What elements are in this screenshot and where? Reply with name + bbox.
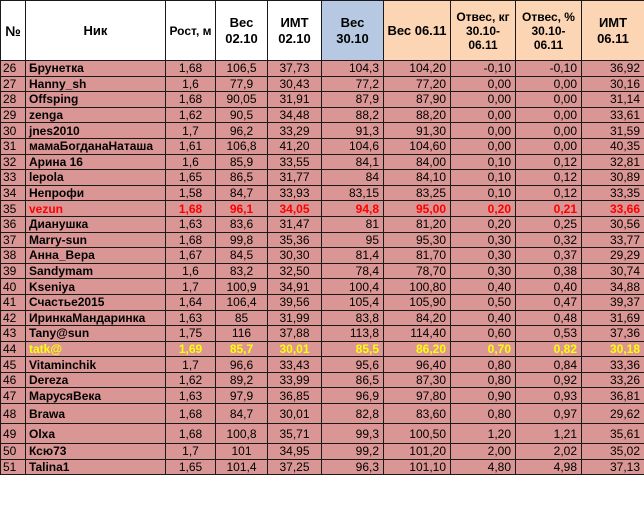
cell-height: 1,6 [166,76,216,92]
cell-weight-0611: 86,20 [384,341,451,357]
cell-weight-3010: 84 [322,170,384,186]
cell-bmi-0611: 36,92 [582,61,644,77]
cell-loss-kg: 0,70 [451,341,516,357]
cell-weight-0611: 81,20 [384,216,451,232]
cell-number: 43 [1,326,26,342]
table-row [1,357,644,373]
cell-bmi-0210: 33,93 [268,185,322,201]
cell-nick: Tany@sun [26,326,166,342]
table-row [1,201,644,217]
header-weight-3010: Вес 30.10 [322,1,384,61]
cell-height: 1,58 [166,185,216,201]
cell-height: 1,7 [166,123,216,139]
cell-nick: Kseniya [26,279,166,295]
table-row [1,326,644,342]
cell-nick: Счастье2015 [26,294,166,310]
cell-height: 1,61 [166,138,216,154]
cell-number: 36 [1,216,26,232]
cell-bmi-0210: 32,50 [268,263,322,279]
table-row [1,263,644,279]
cell-weight-0611: 97,80 [384,388,451,404]
cell-nick: Анна_Вера [26,248,166,264]
cell-loss-kg: 0,20 [451,201,516,217]
cell-weight-0611: 100,80 [384,279,451,295]
table-row [1,279,644,295]
cell-weight-0210: 84,5 [216,248,268,264]
cell-weight-0611: 104,60 [384,138,451,154]
cell-loss-kg: 0,10 [451,170,516,186]
cell-weight-3010: 77,2 [322,76,384,92]
cell-weight-0611: 95,00 [384,201,451,217]
cell-weight-0210: 100,8 [216,424,268,444]
cell-nick: lepola [26,170,166,186]
cell-height: 1,62 [166,372,216,388]
cell-bmi-0210: 30,43 [268,76,322,92]
cell-weight-0210: 83,6 [216,216,268,232]
cell-weight-0210: 85,7 [216,341,268,357]
cell-weight-0611: 95,30 [384,232,451,248]
cell-nick: Vitaminchik [26,357,166,373]
cell-weight-0611: 87,90 [384,92,451,108]
cell-bmi-0611: 33,26 [582,372,644,388]
cell-bmi-0210: 41,20 [268,138,322,154]
cell-bmi-0611: 33,61 [582,107,644,123]
cell-weight-0210: 77,9 [216,76,268,92]
header-loss-kg: Отвес, кг 30.10-06.11 [451,1,516,61]
cell-loss-percent: 0,97 [516,404,582,424]
cell-bmi-0611: 33,66 [582,201,644,217]
cell-loss-kg: 0,40 [451,279,516,295]
cell-loss-kg: -0,10 [451,61,516,77]
cell-weight-0210: 86,5 [216,170,268,186]
header-loss-percent: Отвес, % 30.10-06.11 [516,1,582,61]
cell-weight-0611: 100,50 [384,424,451,444]
cell-loss-percent: 0,25 [516,216,582,232]
cell-height: 1,6 [166,154,216,170]
cell-height: 1,63 [166,388,216,404]
table-row [1,294,644,310]
cell-bmi-0611: 29,62 [582,404,644,424]
cell-weight-0210: 106,5 [216,61,268,77]
cell-weight-3010: 85,5 [322,341,384,357]
cell-weight-3010: 83,8 [322,310,384,326]
cell-loss-percent: 0,12 [516,154,582,170]
cell-bmi-0210: 39,56 [268,294,322,310]
cell-weight-3010: 82,8 [322,404,384,424]
cell-height: 1,7 [166,279,216,295]
cell-number: 28 [1,92,26,108]
cell-bmi-0210: 30,01 [268,404,322,424]
cell-weight-3010: 105,4 [322,294,384,310]
cell-loss-percent: 0,00 [516,107,582,123]
cell-bmi-0210: 31,99 [268,310,322,326]
cell-weight-3010: 88,2 [322,107,384,123]
cell-weight-3010: 96,3 [322,459,384,475]
header-nick: Ник [26,1,166,61]
cell-bmi-0210: 37,73 [268,61,322,77]
cell-nick: jnes2010 [26,123,166,139]
cell-bmi-0611: 30,56 [582,216,644,232]
cell-bmi-0210: 35,36 [268,232,322,248]
cell-nick: Talina1 [26,459,166,475]
cell-loss-kg: 0,90 [451,388,516,404]
cell-bmi-0611: 32,81 [582,154,644,170]
cell-bmi-0611: 40,35 [582,138,644,154]
cell-height: 1,68 [166,404,216,424]
cell-loss-kg: 0,40 [451,310,516,326]
cell-nick: мамаБогданаНаташа [26,138,166,154]
cell-weight-3010: 100,4 [322,279,384,295]
cell-loss-kg: 0,00 [451,92,516,108]
cell-weight-0611: 88,20 [384,107,451,123]
header-weight-0210: Вес 02.10 [216,1,268,61]
cell-bmi-0611: 31,59 [582,123,644,139]
cell-number: 37 [1,232,26,248]
header-number: № [1,1,26,61]
cell-bmi-0611: 33,77 [582,232,644,248]
cell-loss-kg: 0,60 [451,326,516,342]
cell-weight-3010: 104,3 [322,61,384,77]
cell-height: 1,68 [166,424,216,444]
header-row [1,1,644,61]
cell-weight-3010: 95,6 [322,357,384,373]
cell-nick: Marry-sun [26,232,166,248]
table-row [1,444,644,460]
cell-number: 48 [1,404,26,424]
cell-loss-kg: 0,10 [451,154,516,170]
cell-bmi-0210: 37,88 [268,326,322,342]
cell-loss-percent: 0,84 [516,357,582,373]
cell-loss-kg: 0,30 [451,263,516,279]
cell-nick: vezun [26,201,166,217]
cell-weight-3010: 81,4 [322,248,384,264]
cell-weight-3010: 83,15 [322,185,384,201]
cell-loss-kg: 0,10 [451,185,516,201]
cell-number: 41 [1,294,26,310]
cell-loss-kg: 4,80 [451,459,516,475]
cell-bmi-0611: 30,89 [582,170,644,186]
cell-bmi-0210: 30,01 [268,341,322,357]
cell-number: 47 [1,388,26,404]
cell-number: 34 [1,185,26,201]
cell-bmi-0210: 33,99 [268,372,322,388]
cell-number: 39 [1,263,26,279]
cell-loss-kg: 0,80 [451,404,516,424]
cell-loss-percent: 0,00 [516,76,582,92]
cell-bmi-0210: 31,47 [268,216,322,232]
cell-height: 1,75 [166,326,216,342]
cell-weight-3010: 94,8 [322,201,384,217]
header-height: Рост, м [166,1,216,61]
cell-height: 1,68 [166,92,216,108]
cell-weight-0611: 83,60 [384,404,451,424]
cell-bmi-0210: 30,30 [268,248,322,264]
table-row [1,61,644,77]
cell-weight-0210: 90,5 [216,107,268,123]
cell-bmi-0611: 39,37 [582,294,644,310]
cell-loss-kg: 0,00 [451,107,516,123]
cell-weight-0611: 87,30 [384,372,451,388]
cell-weight-0210: 83,2 [216,263,268,279]
cell-bmi-0611: 37,13 [582,459,644,475]
cell-nick: Непрофи [26,185,166,201]
cell-bmi-0210: 37,25 [268,459,322,475]
cell-number: 40 [1,279,26,295]
table-row [1,76,644,92]
cell-weight-0210: 84,7 [216,404,268,424]
cell-loss-kg: 0,80 [451,357,516,373]
table-row [1,388,644,404]
cell-loss-percent: 0,12 [516,170,582,186]
cell-loss-kg: 0,20 [451,216,516,232]
cell-weight-0611: 83,25 [384,185,451,201]
cell-weight-0611: 84,10 [384,170,451,186]
cell-weight-0210: 84,7 [216,185,268,201]
cell-loss-percent: 4,98 [516,459,582,475]
cell-weight-0210: 85,9 [216,154,268,170]
cell-weight-0210: 89,2 [216,372,268,388]
cell-weight-0611: 77,20 [384,76,451,92]
table-row [1,232,644,248]
cell-number: 33 [1,170,26,186]
cell-height: 1,65 [166,170,216,186]
cell-number: 38 [1,248,26,264]
cell-weight-0210: 116 [216,326,268,342]
cell-height: 1,67 [166,248,216,264]
table-row [1,372,644,388]
cell-number: 27 [1,76,26,92]
cell-weight-0611: 84,00 [384,154,451,170]
cell-loss-percent: 0,48 [516,310,582,326]
cell-bmi-0611: 35,02 [582,444,644,460]
cell-bmi-0210: 33,55 [268,154,322,170]
cell-weight-3010: 113,8 [322,326,384,342]
cell-weight-0611: 91,30 [384,123,451,139]
cell-loss-kg: 2,00 [451,444,516,460]
cell-bmi-0611: 34,88 [582,279,644,295]
cell-number: 32 [1,154,26,170]
cell-loss-percent: 0,93 [516,388,582,404]
table-row [1,459,644,475]
cell-bmi-0611: 31,69 [582,310,644,326]
cell-height: 1,63 [166,216,216,232]
cell-height: 1,63 [166,310,216,326]
cell-loss-kg: 0,00 [451,138,516,154]
cell-bmi-0611: 30,18 [582,341,644,357]
cell-weight-0210: 106,4 [216,294,268,310]
cell-loss-percent: 0,37 [516,248,582,264]
cell-number: 44 [1,341,26,357]
cell-height: 1,69 [166,341,216,357]
cell-number: 50 [1,444,26,460]
cell-bmi-0210: 36,85 [268,388,322,404]
cell-nick: Brawa [26,404,166,424]
cell-weight-0210: 101 [216,444,268,460]
cell-bmi-0611: 31,14 [582,92,644,108]
table-row [1,107,644,123]
cell-loss-kg: 0,30 [451,248,516,264]
table-row [1,248,644,264]
cell-weight-0611: 96,40 [384,357,451,373]
cell-nick: Offsping [26,92,166,108]
cell-bmi-0210: 34,48 [268,107,322,123]
table-row [1,341,644,357]
table-row [1,310,644,326]
cell-weight-0611: 105,90 [384,294,451,310]
cell-height: 1,68 [166,201,216,217]
cell-bmi-0210: 31,77 [268,170,322,186]
cell-bmi-0210: 34,91 [268,279,322,295]
cell-weight-0611: 114,40 [384,326,451,342]
cell-bmi-0611: 33,36 [582,357,644,373]
cell-height: 1,68 [166,61,216,77]
cell-bmi-0611: 30,16 [582,76,644,92]
cell-loss-percent: -0,10 [516,61,582,77]
cell-height: 1,64 [166,294,216,310]
cell-weight-0210: 99,8 [216,232,268,248]
cell-weight-0210: 96,1 [216,201,268,217]
cell-weight-3010: 78,4 [322,263,384,279]
cell-weight-0611: 84,20 [384,310,451,326]
cell-number: 26 [1,61,26,77]
cell-number: 49 [1,424,26,444]
cell-weight-0611: 104,20 [384,61,451,77]
cell-height: 1,68 [166,232,216,248]
header-bmi-0210: ИМТ 02.10 [268,1,322,61]
header-bmi-0611: ИМТ 06.11 [582,1,644,61]
cell-weight-0210: 96,6 [216,357,268,373]
cell-height: 1,7 [166,357,216,373]
cell-nick: ИринкаМандаринка [26,310,166,326]
cell-nick: Дианушка [26,216,166,232]
cell-loss-percent: 0,40 [516,279,582,295]
cell-weight-3010: 104,6 [322,138,384,154]
cell-nick: Sandymam [26,263,166,279]
cell-bmi-0210: 34,05 [268,201,322,217]
cell-bmi-0210: 31,91 [268,92,322,108]
cell-nick: Hanny_sh [26,76,166,92]
cell-nick: tatk@ [26,341,166,357]
cell-weight-3010: 84,1 [322,154,384,170]
table-row [1,170,644,186]
cell-loss-percent: 0,47 [516,294,582,310]
cell-weight-3010: 87,9 [322,92,384,108]
cell-loss-kg: 0,80 [451,372,516,388]
table-row [1,185,644,201]
cell-nick: Арина 16 [26,154,166,170]
cell-loss-percent: 0,00 [516,138,582,154]
cell-height: 1,6 [166,263,216,279]
cell-loss-kg: 0,30 [451,232,516,248]
cell-weight-3010: 99,3 [322,424,384,444]
cell-weight-0210: 90,05 [216,92,268,108]
cell-number: 31 [1,138,26,154]
cell-weight-0210: 106,8 [216,138,268,154]
cell-weight-3010: 86,5 [322,372,384,388]
cell-loss-percent: 0,38 [516,263,582,279]
cell-weight-0210: 85 [216,310,268,326]
cell-number: 30 [1,123,26,139]
table-row [1,138,644,154]
cell-weight-0210: 97,9 [216,388,268,404]
cell-height: 1,7 [166,444,216,460]
cell-loss-percent: 2,02 [516,444,582,460]
cell-nick: МарусяВека [26,388,166,404]
table-row [1,123,644,139]
cell-number: 45 [1,357,26,373]
cell-bmi-0210: 35,71 [268,424,322,444]
cell-loss-percent: 0,21 [516,201,582,217]
cell-loss-percent: 0,32 [516,232,582,248]
cell-weight-0210: 100,9 [216,279,268,295]
table-row [1,216,644,232]
table-row [1,424,644,444]
cell-loss-kg: 0,00 [451,123,516,139]
cell-number: 42 [1,310,26,326]
cell-bmi-0611: 30,74 [582,263,644,279]
table-row [1,404,644,424]
cell-loss-kg: 0,00 [451,76,516,92]
cell-bmi-0210: 33,29 [268,123,322,139]
cell-weight-0210: 96,2 [216,123,268,139]
cell-weight-0611: 101,10 [384,459,451,475]
cell-weight-3010: 81 [322,216,384,232]
cell-bmi-0210: 34,95 [268,444,322,460]
cell-weight-3010: 91,3 [322,123,384,139]
cell-nick: Olxa [26,424,166,444]
cell-weight-0611: 81,70 [384,248,451,264]
cell-loss-percent: 0,12 [516,185,582,201]
cell-loss-percent: 0,92 [516,372,582,388]
cell-weight-0611: 101,20 [384,444,451,460]
cell-bmi-0611: 37,36 [582,326,644,342]
cell-weight-3010: 99,2 [322,444,384,460]
cell-loss-kg: 1,20 [451,424,516,444]
cell-loss-percent: 0,53 [516,326,582,342]
cell-nick: Ксю73 [26,444,166,460]
cell-bmi-0210: 33,43 [268,357,322,373]
cell-number: 35 [1,201,26,217]
cell-bmi-0611: 36,81 [582,388,644,404]
cell-height: 1,62 [166,107,216,123]
table-row [1,92,644,108]
cell-nick: Dereza [26,372,166,388]
cell-loss-kg: 0,50 [451,294,516,310]
cell-weight-0210: 101,4 [216,459,268,475]
cell-bmi-0611: 33,35 [582,185,644,201]
cell-height: 1,65 [166,459,216,475]
cell-number: 51 [1,459,26,475]
cell-nick: Брунетка [26,61,166,77]
cell-loss-percent: 0,82 [516,341,582,357]
cell-weight-3010: 95 [322,232,384,248]
table-row [1,154,644,170]
cell-number: 46 [1,372,26,388]
cell-loss-percent: 0,00 [516,92,582,108]
cell-bmi-0611: 29,29 [582,248,644,264]
cell-nick: zenga [26,107,166,123]
table-body [1,61,644,475]
cell-number: 29 [1,107,26,123]
cell-loss-percent: 1,21 [516,424,582,444]
cell-weight-3010: 96,9 [322,388,384,404]
header-weight-0611: Вес 06.11 [384,1,451,61]
cell-bmi-0611: 35,61 [582,424,644,444]
cell-loss-percent: 0,00 [516,123,582,139]
cell-weight-0611: 78,70 [384,263,451,279]
